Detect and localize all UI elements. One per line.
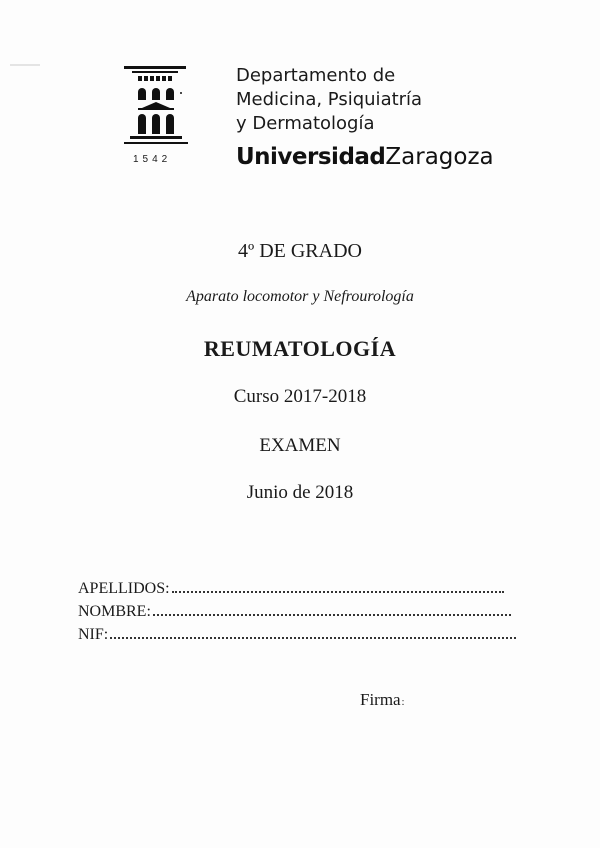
university-name — [236, 144, 494, 170]
nif-label: NIF: — [78, 626, 109, 643]
surname-label: APELLIDOS: — [78, 580, 170, 597]
department-line: y Dermatología — [236, 113, 375, 134]
nif-dotted-line[interactable] — [110, 635, 516, 639]
department-line: Departamento de — [236, 65, 396, 86]
exam-date: Junio de 2018 — [246, 482, 354, 503]
nif-field[interactable] — [78, 626, 516, 644]
signature-label — [360, 690, 404, 710]
logo-year: 1542 — [133, 154, 172, 165]
exam-label: EXAMEN — [259, 435, 341, 456]
name-label: NOMBRE: — [78, 603, 151, 620]
surname-dotted-line[interactable] — [172, 589, 504, 593]
course-year: Curso 2017-2018 — [233, 386, 367, 407]
name-dotted-line[interactable] — [153, 612, 511, 616]
department-name — [236, 64, 422, 136]
grade-level: 4º DE GRADO — [238, 240, 362, 262]
signature-text: Firma — [360, 690, 401, 709]
name-field[interactable] — [78, 603, 511, 621]
exam-title: REUMATOLOGÍA — [203, 336, 397, 361]
department-line: Medicina, Psiquiatría — [236, 89, 423, 110]
signature-colon: : — [401, 697, 405, 708]
subject-name: Aparato locomotor y Nefrourología — [186, 288, 414, 305]
surname-field[interactable] — [78, 580, 504, 598]
university-name-light: Zaragoza — [385, 144, 494, 170]
scan-mark — [10, 64, 40, 66]
university-name-bold: Universidad — [236, 144, 386, 170]
